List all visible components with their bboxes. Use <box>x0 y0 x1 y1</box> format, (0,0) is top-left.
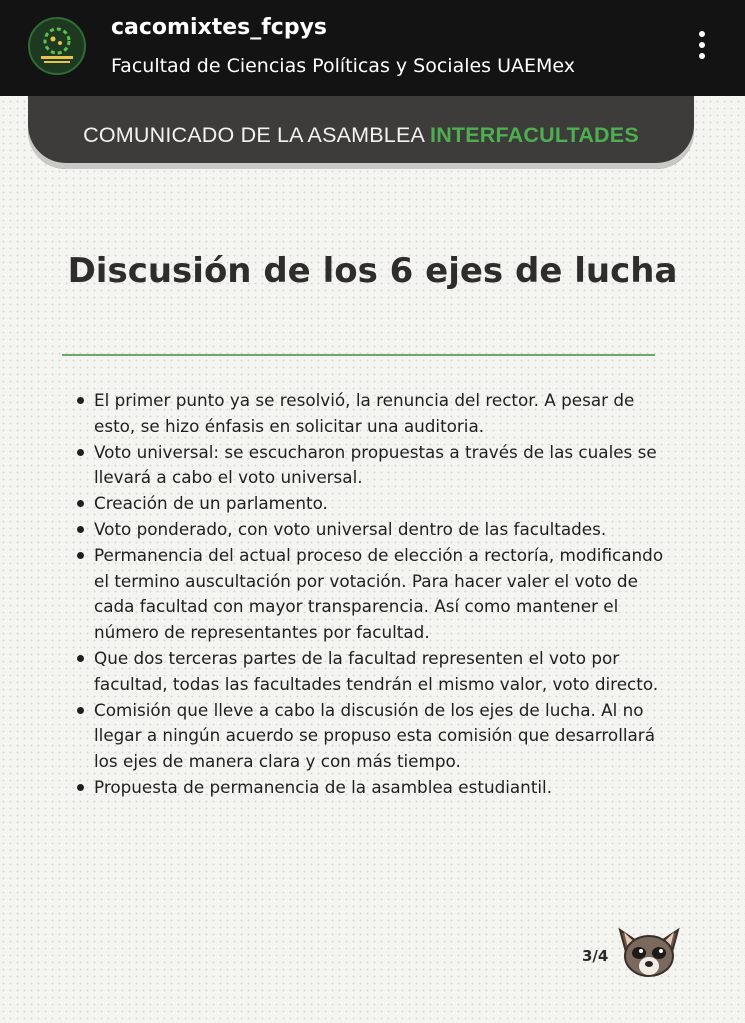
points-list <box>94 388 679 801</box>
list-item: Comisión que lleve a cabo la discusión de los ejes de lucha. Al no llegar a ningún acuerdo se propuso esta comisión que desarrollará los ejes de manera clara y con más tiempo. <box>94 698 679 775</box>
account-subtitle: Facultad de Ciencias Políticas y Sociales UAEMex <box>111 55 576 77</box>
cacomixtle-mascot-icon <box>612 924 686 984</box>
list-item: El primer punto ya se resolvió, la renuncia del rector. A pesar de esto, se hizo énfasis en solicitar una auditoria. <box>94 388 679 440</box>
list-item: Que dos terceras partes de la facultad representen el voto por facultad, todas las facultades tendrán el mismo valor, voto directo. <box>94 646 679 698</box>
list-item: Creación de un parlamento. <box>94 491 679 517</box>
list-item: Voto ponderado, con voto universal dentro de las facultades. <box>94 517 679 543</box>
list-item: Permanencia del actual proceso de elección a rectoría, modificando el termino auscultación por votación. Para hacer valer el voto de cada facultad con mayor transparencia. Así como mantener el número de representantes por facultad. <box>94 543 679 646</box>
cacomixtes-logo-icon[interactable] <box>28 17 86 75</box>
more-vertical-icon[interactable] <box>690 28 714 66</box>
post-header <box>0 0 745 96</box>
account-name[interactable]: cacomixtes_fcpys <box>111 15 328 40</box>
banner-text-accent: INTERFACULTADES <box>430 123 639 147</box>
list-item: Voto universal: se escucharon propuestas a través de las cuales se llevará a cabo el voto universal. <box>94 440 679 492</box>
banner-text <box>28 123 694 148</box>
page-counter: 3/4 <box>582 947 609 965</box>
banner-text-main: COMUNICADO DE LA ASAMBLEA <box>83 123 431 147</box>
list-item: Propuesta de permanencia de la asamblea estudiantil. <box>94 775 679 801</box>
announcement-banner <box>28 96 694 169</box>
title-divider <box>62 354 655 356</box>
post-title: Discusión de los 6 ejes de lucha <box>67 251 678 291</box>
